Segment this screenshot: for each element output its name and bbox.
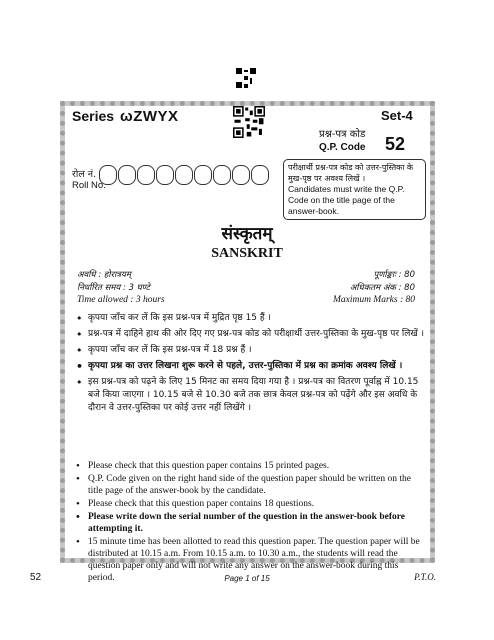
list-item: • कृपया जाँच कर लें कि इस प्रश्न-पत्र में मुद्रित पृष्ठ 15 हैं ।: [72, 312, 424, 325]
maximum-marks: Maximum Marks : 80: [332, 295, 415, 305]
list-item: • Please check that this question paper contains 15 printed pages.: [72, 460, 424, 472]
roll-no-box[interactable]: [175, 165, 193, 185]
time-hindi-1: अवधि : होरात्रयम्: [77, 270, 132, 280]
page-number: Page 1 of 15: [224, 574, 270, 583]
pto-label: P.T.O.: [414, 572, 436, 582]
marks-hindi-1: पूर्णाङ्काः : 80: [373, 270, 415, 280]
roll-no-label: Roll No.: [72, 180, 106, 191]
list-item: • Please check that this question paper contains 18 questions.: [72, 498, 424, 510]
roll-no-box[interactable]: [232, 165, 250, 185]
qp-code-note: [283, 159, 426, 220]
qp-code-label-hindi: प्रश्न-पत्र कोड: [319, 129, 366, 140]
roll-no-label-hindi: रोल नं.: [72, 169, 97, 180]
subject-title: SANSKRIT: [211, 246, 283, 261]
roll-no-box[interactable]: [99, 165, 117, 185]
time-allowed: Time allowed : 3 hours: [77, 295, 165, 305]
subject-title-hindi: संस्कृतम्: [221, 224, 273, 244]
roll-no-box[interactable]: [213, 165, 231, 185]
list-item: • 15 minute time has been allotted to read this question paper. The question paper will be distributed at 10.15 a.m. From 10.15 a.m. to 10.30 a.m., the students will read the question paper only and will not write any answer on the answer-book during this period.: [72, 536, 424, 584]
roll-no-box[interactable]: [156, 165, 174, 185]
list-item: • इस प्रश्न-पत्र को पढ़ने के लिए 15 मिनट का समय दिया गया है । प्रश्न-पत्र का वितरण पूर्वाह्न में 10.15 बजे किया जाएगा । 10.15 बजे से 10.30 बजे तक छात्र केवल प्रश्न-पत्र को पढ़ेंगे और इस अवधि के दौरान वे उत्तर-पुस्तिका पर कोई उत्तर नहीं लिखेंगे ।: [72, 376, 424, 415]
series-code: ωZWYX: [120, 108, 179, 125]
marks-hindi-2: अधिकतम अंक : 80: [349, 283, 415, 293]
note-english: Candidates must write the Q.P. Code on the title page of the answer-book.: [288, 184, 405, 216]
roll-no-box[interactable]: [194, 165, 212, 185]
roll-no-box[interactable]: [137, 165, 155, 185]
list-item: • कृपया जाँच कर लें कि इस प्रश्न-पत्र में 18 प्रश्न हैं ।: [72, 344, 424, 357]
qr-code-icon: [236, 68, 256, 88]
series-line: [72, 108, 179, 125]
qr-code-icon: [233, 106, 265, 138]
roll-no-box[interactable]: [251, 165, 269, 185]
roll-no-boxes: [99, 165, 269, 185]
note-hindi: परीक्षार्थी प्रश्न-पत्र कोड को उत्तर-पुस्तिका के मुख-पृष्ठ पर अवश्य लिखें ।: [288, 163, 414, 183]
set-number: Set-4: [381, 108, 413, 123]
qp-code-value: 52: [385, 134, 406, 154]
list-item: • कृपया प्रश्न का उत्तर लिखना शुरू करने से पहले, उत्तर-पुस्तिका में प्रश्न का क्रमांक अवश्य लिखें ।: [72, 360, 424, 373]
list-item: • प्रश्न-पत्र में दाहिने हाथ की ओर दिए गए प्रश्न-पत्र कोड को परीक्षार्थी उत्तर-पुस्तिका के मुख-पृष्ठ पर लिखें ।: [72, 328, 424, 341]
footer-qp-code: 52: [30, 572, 42, 583]
list-item: • Please write down the serial number of the question in the answer-book before attempting it.: [72, 511, 424, 535]
qp-code-label: Q.P. Code: [319, 142, 366, 153]
roll-no-box[interactable]: [118, 165, 136, 185]
series-label: Series: [72, 108, 115, 124]
instructions-english: [72, 460, 424, 585]
instructions-hindi: [72, 312, 424, 418]
list-item: • Q.P. Code given on the right hand side of the question paper should be written on the title page of the answer-book by the candidate.: [72, 473, 424, 497]
time-hindi-2: निर्धारित समय : 3 घण्टे: [77, 283, 150, 293]
